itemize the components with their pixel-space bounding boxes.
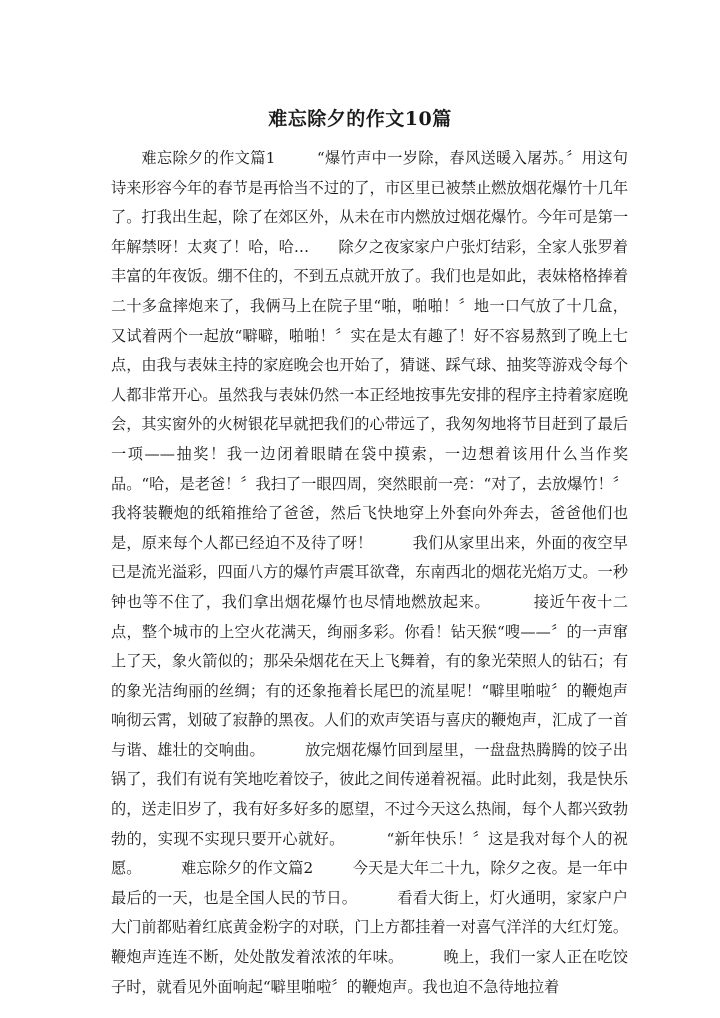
document-title: 难忘除夕的作文10篇 (268, 108, 452, 130)
document-body: 难忘除夕的作文篇1 “爆竹声中一岁除，春风送暖入屠苏。〞用这句诗来形容今年的春节是再恰当不过的了，市区里已被禁止燃放烟花爆竹十几年了。打我出生起，除了在郊区外，从未在市内燃放过烟花爆竹。今年可是第一年解禁呀！太爽了！哈，哈… 除夕之夜家家户户张灯结彩，全家人张罗着丰富的年夜饭。绷不住的，不到五点就开放了。我们也是如此，表妹格格捧着二十多盒摔炮来了，我俩马上在院子里“啪，啪啪！〞地一口气放了十几盒，又试着两个一起放“噼噼，啪啪！〞实在是太有趣了！好不容易熬到了晚上七点，由我与表妹主持的家庭晚会也开始了，猜谜、踩气球、抽奖等游戏令每个人都非常开心。虽然我与表妹仍然一本正经地按事先安排的程序主持着家庭晚会，其实窗外的火树银花早就把我们的心带远了，我匆匆地将节目赶到了最后一项——抽奖！我一边闭着眼睛在袋中摸索，一边想着该用什么当作奖品。“哈，是老爸！〞我扫了一眼四周，突然眼前一亮：“对了，去放爆竹！〞我将装鞭炮的纸箱推给了爸爸，然后飞快地穿上外套向外奔去，爸爸他们也是，原来每个人都已经迫不及待了呀！ 我们从家里出来，外面的夜空早已是流光溢彩，四面八方的爆竹声震耳欲聋，东南西北的烟花光焰万丈。一秒钟也等不住了，我们拿出烟花爆竹也尽情地燃放起来。 接近午夜十二点，整个城市的上空火花满天，绚丽多彩。你看！钻天猴“嗖——〞的一声窜上了天，象火箭似的；那朵朵烟花在天上飞舞着，有的象光荣照人的钻石；有的象光洁绚丽的丝绸；有的还象拖着长尾巴的流星呢！“噼里啪啦〞的鞭炮声响彻云霄，划破了寂静的黑夜。人们的欢声笑语与喜庆的鞭炮声，汇成了一首与谐、雄壮的交响曲。 放完烟花爆竹回到屋里，一盘盘热腾腾的饺子出锅了，我们有说有笑地吃着饺子，彼此之间传递着祝福。此时此刻，我是快乐的，送走旧岁了，我有好多好多的愿望，不过今天这么热闹，每个人都兴致勃勃的，实现不实现只要开心就好。 “新年快乐！〞这是我对每个人的祝愿。 难忘除夕的作文篇2 今天是大年二十九，除夕之夜。是一年中最后的一天，也是全国人民的节日。 看看大街上，灯火通明，家家户户大门前都贴着红底黄金粉字的对联，门上方都挂着一对喜气洋洋的大红灯笼。鞭炮声连连不断，处处散发着浓浓的年味。 晚上，我们一家人正在吃饺子时，就看见外面响起“噼里啪啦〞的鞭炮声。我也迫不急待地拉着 (111, 149, 628, 996)
